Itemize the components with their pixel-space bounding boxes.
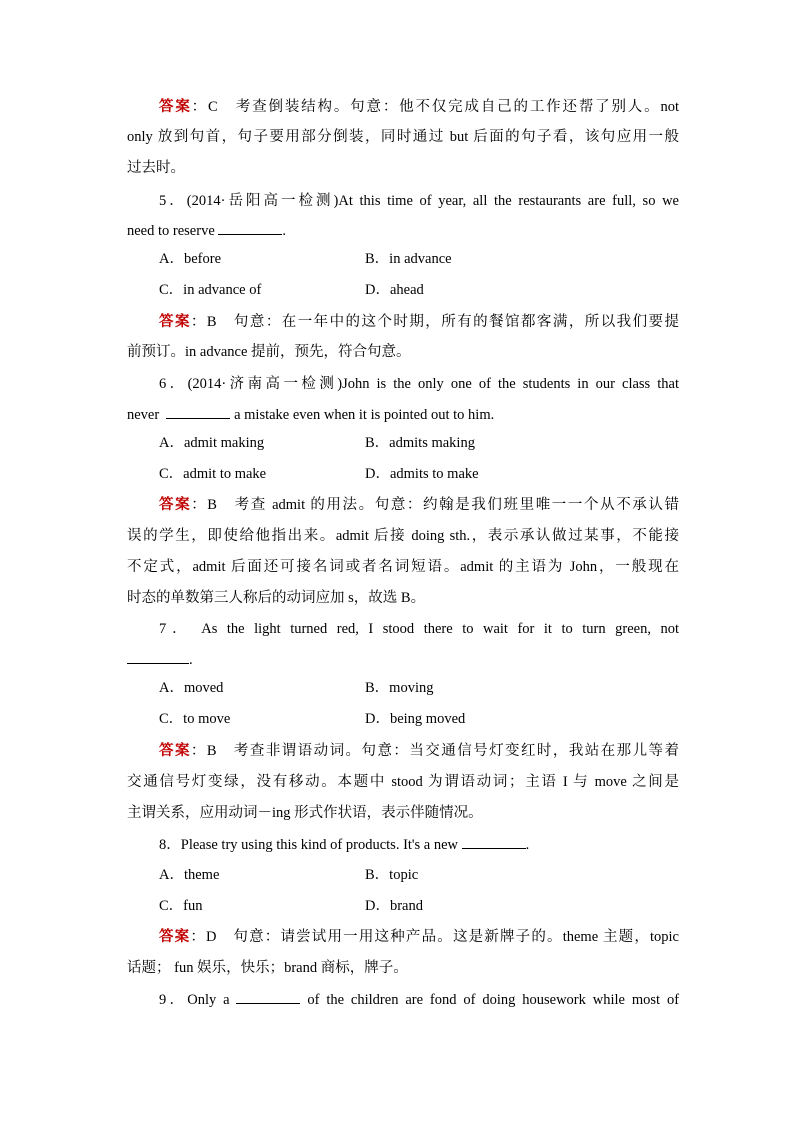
q7-answer-line-2: 交通信号灯变绿，没有移动。本题中 stood 为谓语动词；主语 I 与 move 之间是 bbox=[127, 774, 679, 790]
answer-label: 答案 bbox=[159, 929, 191, 945]
q8-option-d: D．brand bbox=[365, 898, 423, 914]
q5-stem-line-2: need to reserve . bbox=[127, 220, 679, 241]
q8-answer-line-1: 答案：D 句意：请尝试用一用这种产品。这是新牌子的。theme 主题，topic bbox=[159, 929, 679, 945]
q6-answer-line-2: 误的学生，即使给他指出来。admit 后接 doing sth.，表示承认做过某事，不能接 bbox=[127, 528, 679, 544]
answer-blank bbox=[218, 220, 282, 235]
q7-stem-line-2: . bbox=[127, 649, 679, 670]
answer-blank bbox=[166, 404, 230, 419]
q5-option-d: D．ahead bbox=[365, 282, 424, 298]
answer-blank bbox=[462, 834, 526, 849]
answer-label: 答案 bbox=[159, 99, 192, 115]
q7-answer-line-1: 答案：B 考查非谓语动词。句意：当交通信号灯变红时，我站在那儿等着 bbox=[159, 743, 680, 759]
prev-answer-line-2: only 放到句首，句子要用部分倒装，同时通过 but 后面的句子看，该句应用一般 bbox=[127, 129, 679, 145]
q8-option-b: B．topic bbox=[365, 867, 419, 883]
q6-option-b: B．admits making bbox=[365, 435, 475, 451]
q7-stem-line-1: 7． As the light turned red, I stood there to wait for it to turn green, not bbox=[159, 621, 679, 637]
q5-option-a: A．before bbox=[159, 251, 222, 267]
q6-answer-line-4: 时态的单数第三人称后的动词应加 s，故选 B。 bbox=[127, 590, 426, 606]
answer-blank bbox=[236, 989, 300, 1004]
q6-stem-line-2: never a mistake even when it is pointed out to him. bbox=[127, 404, 679, 425]
q8-answer-line-2: 话题； fun 娱乐，快乐；brand 商标，牌子。 bbox=[127, 960, 408, 976]
q5-answer-line-1: 答案：B 句意：在一年中的这个时期，所有的餐馆都客满，所以我们要提 bbox=[159, 314, 680, 330]
answer-label: 答案 bbox=[159, 743, 191, 759]
q8-stem-line-1: 8．Please try using this kind of products. It's a new . bbox=[159, 834, 679, 855]
answer-label: 答案 bbox=[159, 497, 192, 513]
answer-label: 答案 bbox=[159, 314, 191, 330]
q5-option-c: C．in advance of bbox=[159, 282, 262, 298]
q6-answer-line-1: 答案：B 考查 admit 的用法。句意：约翰是我们班里唯一一个从不承认错 bbox=[159, 497, 679, 513]
q8-option-a: A．theme bbox=[159, 867, 220, 883]
q5-option-b: B．in advance bbox=[365, 251, 452, 267]
prev-answer-line-1: 答案：C 考查倒装结构。句意：他不仅完成自己的工作还帮了别人。not bbox=[159, 99, 680, 115]
answer-blank bbox=[127, 649, 189, 664]
q7-option-d: D．being moved bbox=[365, 711, 466, 727]
q6-option-d: D．admits to make bbox=[365, 466, 479, 482]
q9-stem-line-1: 9．Only a of the children are fond of doing housework while most of bbox=[159, 989, 679, 1010]
q6-stem-line-1: 6．(2014·济南高一检测)John is the only one of the students in our class that bbox=[159, 376, 679, 392]
q7-option-a: A．moved bbox=[159, 680, 224, 696]
q6-option-c: C．admit to make bbox=[159, 466, 267, 482]
q7-answer-line-3: 主谓关系，应用动词－ing 形式作状语，表示伴随情况。 bbox=[127, 805, 483, 821]
q8-option-c: C．fun bbox=[159, 898, 203, 914]
q6-option-a: A．admit making bbox=[159, 435, 265, 451]
q7-option-b: B．moving bbox=[365, 680, 434, 696]
q5-answer-line-2: 前预订。in advance 提前，预先，符合句意。 bbox=[127, 344, 411, 360]
q6-answer-line-3: 不定式，admit 后面还可接名词或者名词短语。admit 的主语为 John，一般现在 bbox=[127, 559, 679, 575]
q5-stem-line-1: 5．(2014·岳阳高一检测)At this time of year, all the restaurants are full, so we bbox=[159, 193, 679, 209]
q7-option-c: C．to move bbox=[159, 711, 231, 727]
prev-answer-line-3: 过去时。 bbox=[127, 160, 185, 176]
